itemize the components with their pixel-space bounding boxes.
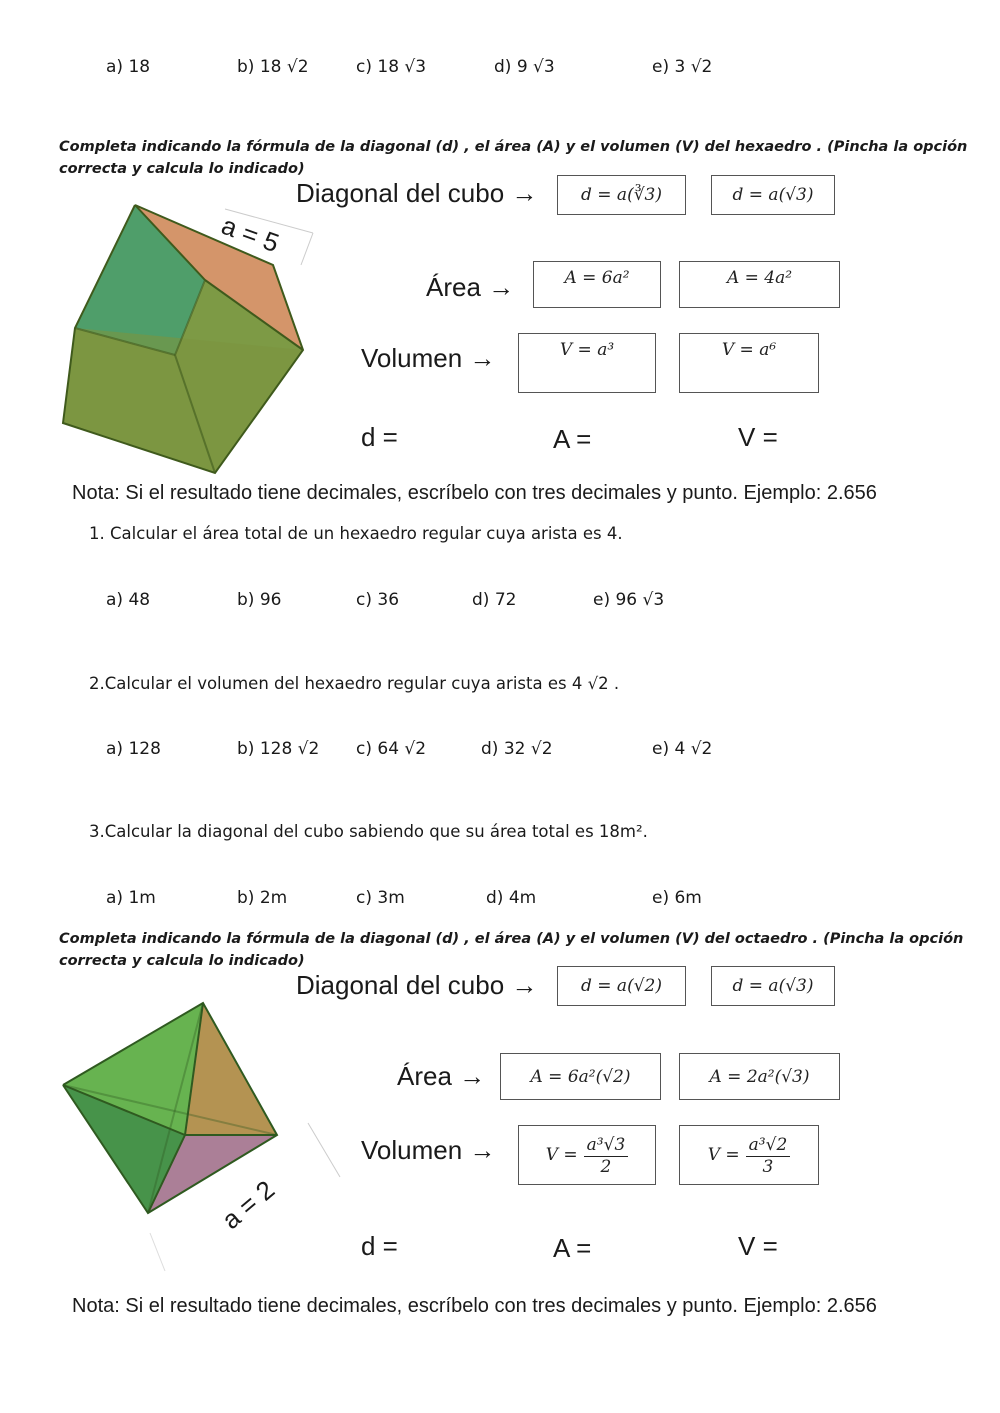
section1-area-label: Área →: [426, 272, 515, 302]
cube-edge-label: a = 5: [217, 210, 284, 259]
q0-option-b[interactable]: b) 18 √2: [237, 57, 309, 77]
octahedron-figure: [55, 995, 345, 1280]
q1-option-b[interactable]: b) 96: [237, 590, 282, 610]
octa-volume-2-numerator: a³√2: [746, 1134, 791, 1157]
octa-diagonal-option-1[interactable]: d = a(√2): [557, 966, 686, 1006]
cube-volume-option-1[interactable]: V = a³: [518, 333, 656, 393]
section2-diagonal-label: Diagonal del cubo →: [296, 970, 538, 1000]
cube-area-option-1[interactable]: A = 6a²: [533, 261, 661, 308]
octa-volume-1-prefix: V =: [545, 1145, 578, 1165]
q0-option-a[interactable]: a) 18: [106, 57, 151, 77]
q3-option-b[interactable]: b) 2m: [237, 888, 288, 908]
q1-option-c[interactable]: c) 36: [356, 590, 400, 610]
octa-volume-2-denominator: 3: [762, 1156, 774, 1177]
octa-volume-2-prefix: V =: [707, 1145, 740, 1165]
section2-a-answer-label: A =: [553, 1233, 592, 1263]
question-1-text: 1. Calcular el área total de un hexaedro regular cuya arista es 4.: [89, 524, 623, 543]
q2-option-c[interactable]: c) 64 √2: [356, 739, 427, 759]
section2-note: Nota: Si el resultado tiene decimales, escríbelo con tres decimales y punto. Ejemplo: 2.656: [72, 1295, 877, 1317]
q0-option-d[interactable]: d) 9 √3: [494, 57, 555, 77]
section1-instruction-line2: correcta y calcula lo indicado): [59, 161, 305, 177]
octa-volume-2-fraction: [746, 1134, 791, 1177]
q1-option-a[interactable]: a) 48: [106, 590, 151, 610]
cube-volume-option-2[interactable]: V = a⁶: [679, 333, 819, 393]
cube-figure: [55, 195, 320, 480]
cube-diagonal-option-2[interactable]: d = a(√3): [711, 175, 835, 215]
octa-volume-1-fraction: [584, 1134, 629, 1177]
octa-volume-1-denominator: 2: [600, 1156, 612, 1177]
q3-option-e[interactable]: e) 6m: [652, 888, 702, 908]
q3-option-a[interactable]: a) 1m: [106, 888, 156, 908]
q1-option-e[interactable]: e) 96 √3: [593, 590, 665, 610]
cube-diagonal-option-1[interactable]: d = a(∛3): [557, 175, 686, 215]
section2-instruction-line1: Completa indicando la fórmula de la diagonal (d) , el área (A) y el volumen (V) del octaedro . (Pincha la opción: [59, 931, 964, 947]
section2-area-label: Área →: [397, 1061, 486, 1091]
q1-option-d[interactable]: d) 72: [472, 590, 517, 610]
octa-volume-option-2[interactable]: [679, 1125, 819, 1185]
octa-area-option-1[interactable]: A = 6a²(√2): [500, 1053, 661, 1100]
section1-d-answer-label: d =: [361, 422, 398, 452]
section2-v-answer-label: V =: [738, 1231, 778, 1261]
section1-v-answer-label: V =: [738, 422, 778, 452]
q2-option-b[interactable]: b) 128 √2: [237, 739, 320, 759]
octa-area-option-2[interactable]: A = 2a²(√3): [679, 1053, 840, 1100]
q0-option-e[interactable]: e) 3 √2: [652, 57, 713, 77]
q0-option-c[interactable]: c) 18 √3: [356, 57, 427, 77]
q2-option-d[interactable]: d) 32 √2: [481, 739, 553, 759]
question-3-text: 3.Calcular la diagonal del cubo sabiendo que su área total es 18m².: [89, 822, 648, 841]
section1-volume-label: Volumen →: [361, 343, 496, 373]
q2-option-a[interactable]: a) 128: [106, 739, 161, 759]
octa-diagonal-option-2[interactable]: d = a(√3): [711, 966, 835, 1006]
q3-option-c[interactable]: c) 3m: [356, 888, 405, 908]
octahedron-edge-label: a = 2: [216, 1174, 281, 1235]
section1-instruction-line1: Completa indicando la fórmula de la diagonal (d) , el área (A) y el volumen (V) del hexaedro . (Pincha la opción: [59, 139, 968, 155]
section2-volume-label: Volumen →: [361, 1135, 496, 1165]
q3-option-d[interactable]: d) 4m: [486, 888, 537, 908]
octa-volume-1-numerator: a³√3: [584, 1134, 629, 1157]
cube-area-option-2[interactable]: A = 4a²: [679, 261, 840, 308]
question-2-text: 2.Calcular el volumen del hexaedro regular cuya arista es 4 √2 .: [89, 674, 620, 693]
section2-d-answer-label: d =: [361, 1231, 398, 1261]
octa-volume-option-1[interactable]: [518, 1125, 656, 1185]
section1-a-answer-label: A =: [553, 424, 592, 454]
section1-note: Nota: Si el resultado tiene decimales, escríbelo con tres decimales y punto. Ejemplo: 2.656: [72, 482, 877, 504]
q2-option-e[interactable]: e) 4 √2: [652, 739, 713, 759]
section1-diagonal-label: Diagonal del cubo →: [296, 178, 538, 208]
section2-instruction-line2: correcta y calcula lo indicado): [59, 953, 305, 969]
